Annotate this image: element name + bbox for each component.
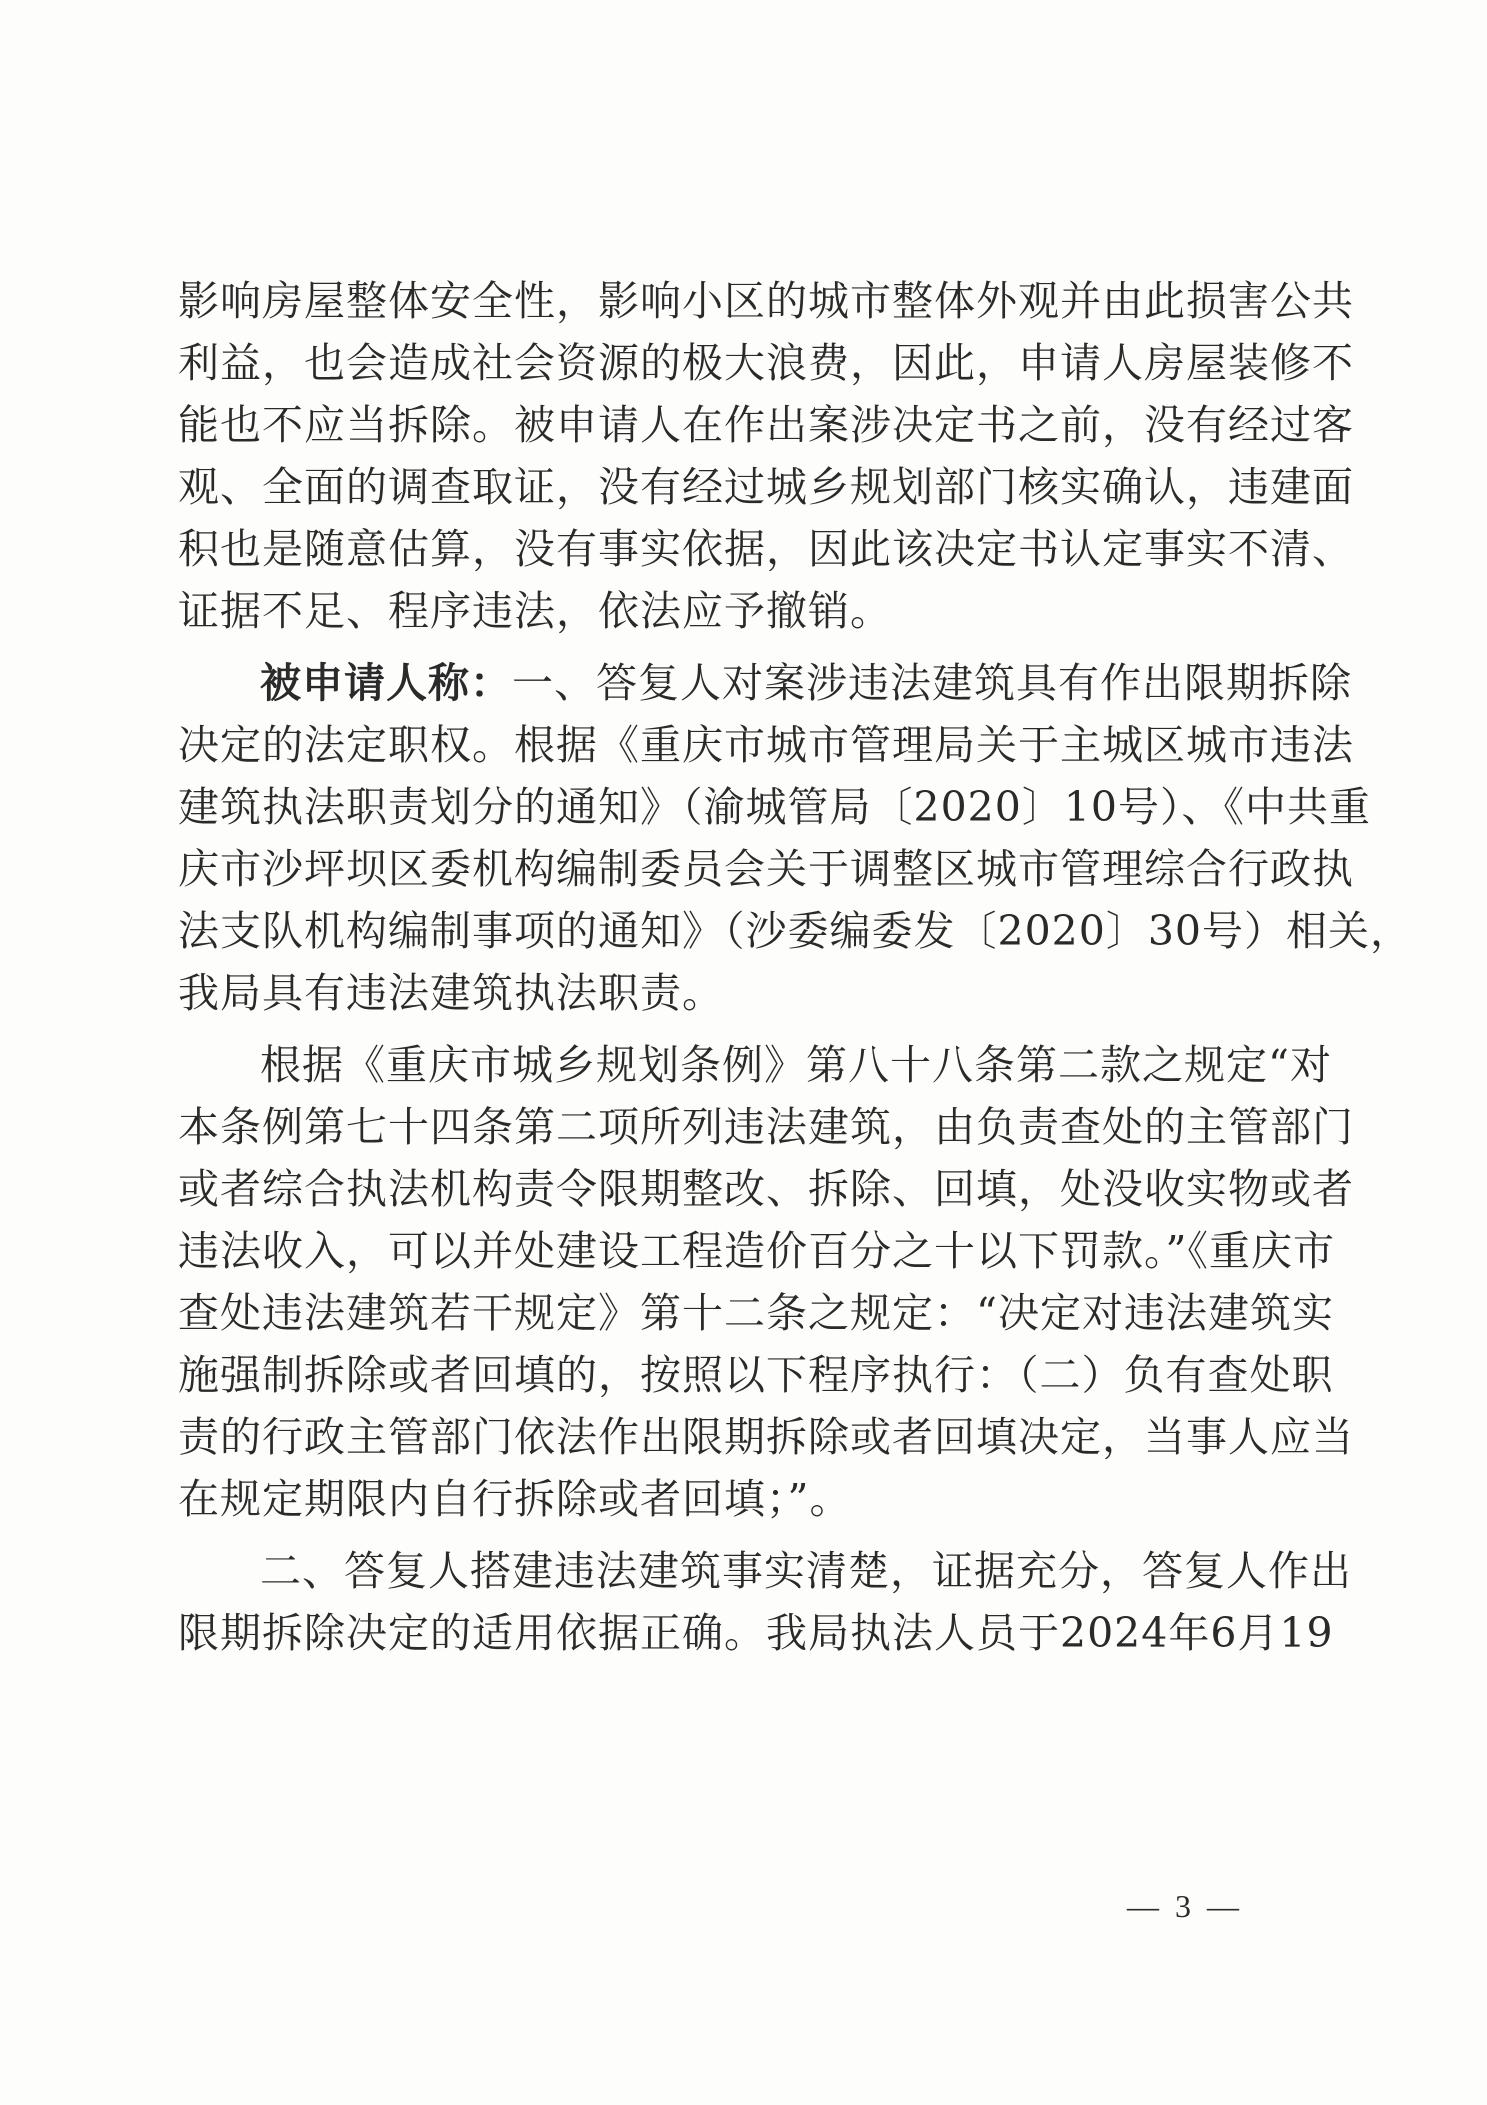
text-line: 限期拆除决定的适用依据正确。我局执法人员于2024年6月19 [178, 1609, 1334, 1657]
text-line: 建筑执法职责划分的通知》（渝城管局〔2020〕10号）、《中共重 [178, 783, 1372, 831]
text-line: 决定的法定职权。根据《重庆市城市管理局关于主城区城市违法 [178, 721, 1354, 769]
text-line: 影响房屋整体安全性，影响小区的城市整体外观并由此损害公共 [178, 277, 1354, 325]
text-line: 二、答复人搭建违法建筑事实清楚，证据充分，答复人作出 [260, 1547, 1352, 1595]
text-line: 法支队机构编制事项的通知》（沙委编委发〔2020〕30号）相关， [178, 907, 1413, 955]
text-line: 利益，也会造成社会资源的极大浪费，因此，申请人房屋装修不 [178, 339, 1354, 387]
text-segment: 一、答复人对案涉违法建筑具有作出限期拆除 [512, 659, 1352, 707]
text-line: 查处违法建筑若干规定》第十二条之规定：“决定对违法建筑实 [178, 1289, 1334, 1337]
text-line [178, 652, 1352, 714]
text-line: 观、全面的调查取证，没有经过城乡规划部门核实确认，违建面 [178, 463, 1354, 511]
respondent-label: 被申请人称： [260, 659, 512, 707]
text-line: 或者综合执法机构责令限期整改、拆除、回填，处没收实物或者 [178, 1165, 1354, 1213]
text-line: 庆市沙坪坝区委机构编制委员会关于调整区城市管理综合行政执 [178, 845, 1354, 893]
text-line: 在规定期限内自行拆除或者回填；”。 [178, 1475, 852, 1523]
text-line: 证据不足、程序违法，依法应予撤销。 [178, 587, 892, 635]
text-line: 根据《重庆市城乡规划条例》第八十八条第二款之规定“对 [260, 1041, 1332, 1089]
text-line: 本条例第七十四条第二项所列违法建筑，由负责查处的主管部门 [178, 1103, 1354, 1151]
text-line: 施强制拆除或者回填的，按照以下程序执行：（二）负有查处职 [178, 1351, 1334, 1399]
text-line: 违法收入，可以并处建设工程造价百分之十以下罚款。”《重庆市 [178, 1227, 1335, 1275]
text-line: 能也不应当拆除。被申请人在作出案涉决定书之前，没有经过客 [178, 401, 1354, 449]
text-line: 我局具有违法建筑执法职责。 [178, 969, 724, 1017]
text-line: 积也是随意估算，没有事实依据，因此该决定书认定事实不清、 [178, 525, 1354, 573]
page-number: — 3 — [1127, 1888, 1243, 1924]
document-body [178, 270, 1413, 1664]
text-line: 责的行政主管部门依法作出限期拆除或者回填决定，当事人应当 [178, 1413, 1354, 1461]
